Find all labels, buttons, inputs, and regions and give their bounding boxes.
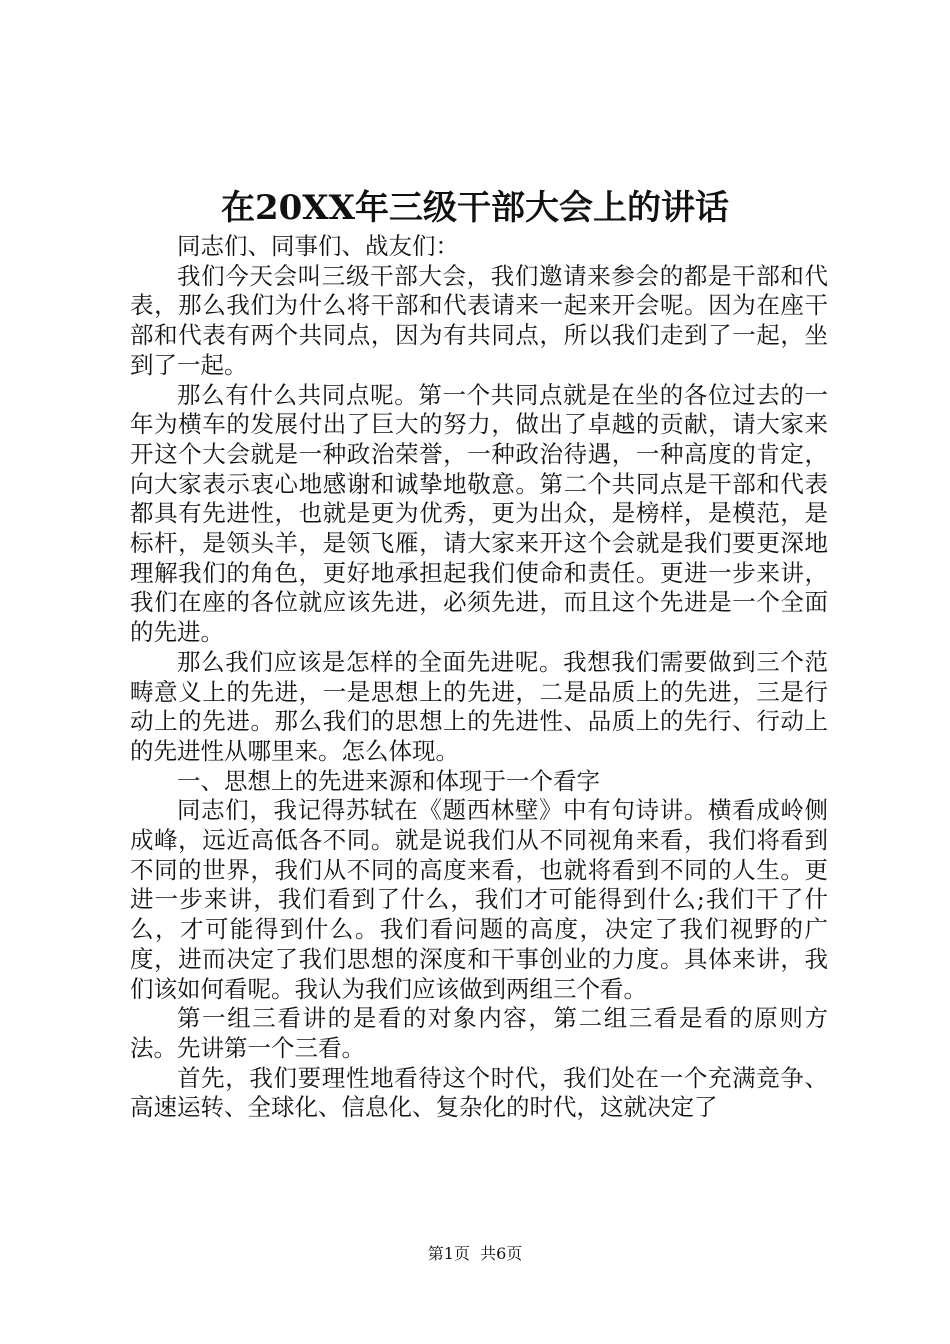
document-title: 在20XX年三级干部大会上的讲话 <box>220 188 730 228</box>
document-body <box>130 232 828 1123</box>
paragraph: 那么有什么共同点呢。第一个共同点就是在坐的各位过去的一年为横车的发展付出了巨大的努力，做出了卓越的贡献，请大家来开这个大会就是一种政治荣誉，一种政治待遇，一种高度的肯定，向大家表示衷心地感谢和诚挚地敬意。第二个共同点是干部和代表都具有先进性，也就是更为优秀，更为出众，是榜样，是模范，是标杆，是领头羊，是领飞雁，请大家来开这个会就是我们要更深地理解我们的角色，更好地承担起我们使命和责任。更进一步来讲，我们在座的各位就应该先进，必须先进，而且这个先进是一个全面的先进。 <box>130 380 828 647</box>
section-heading: 一、思想上的先进来源和体现于一个看字 <box>177 766 600 795</box>
paragraph: 同志们，我记得苏轼在《题西林壁》中有句诗讲。横看成岭侧成峰，远近高低各不同。就是说我们从不同视角来看，我们将看到不同的世界，我们从不同的高度来看，也就将看到不同的人生。更进一步来讲，我们看到了什么，我们才可能得到什么;我们干了什么，才可能得到什么。我们看问题的高度，决定了我们视野的广度，进而决定了我们思想的深度和干事创业的力度。具体来讲，我们该如何看呢。我认为我们应该做到两组三个看。 <box>130 796 828 1003</box>
paragraph: 首先，我们要理性地看待这个时代，我们处在一个充满竞争、高速运转、全球化、信息化、复杂化的时代，这就决定了 <box>130 1063 828 1122</box>
paragraph: 我们今天会叫三级干部大会，我们邀请来参会的都是干部和代表，那么我们为什么将干部和代表请来一起来开会呢。因为在座干部和代表有两个共同点，因为有共同点，所以我们走到了一起，坐到了一起。 <box>130 261 828 379</box>
page-number: 第1页 共6页 <box>427 1244 523 1263</box>
paragraph: 那么我们应该是怎样的全面先进呢。我想我们需要做到三个范畴意义上的先进，一是思想上的先进，二是品质上的先进，三是行动上的先进。那么我们的思想上的先进性、品质上的先行、行动上的先进性从哪里来。怎么体现。 <box>130 647 828 765</box>
paragraph-salutation: 同志们、同事们、战友们： <box>177 232 459 260</box>
page-footer <box>0 1243 950 1265</box>
paragraph: 第一组三看讲的是看的对象内容，第二组三看是看的原则方法。先讲第一个三看。 <box>130 1004 828 1062</box>
